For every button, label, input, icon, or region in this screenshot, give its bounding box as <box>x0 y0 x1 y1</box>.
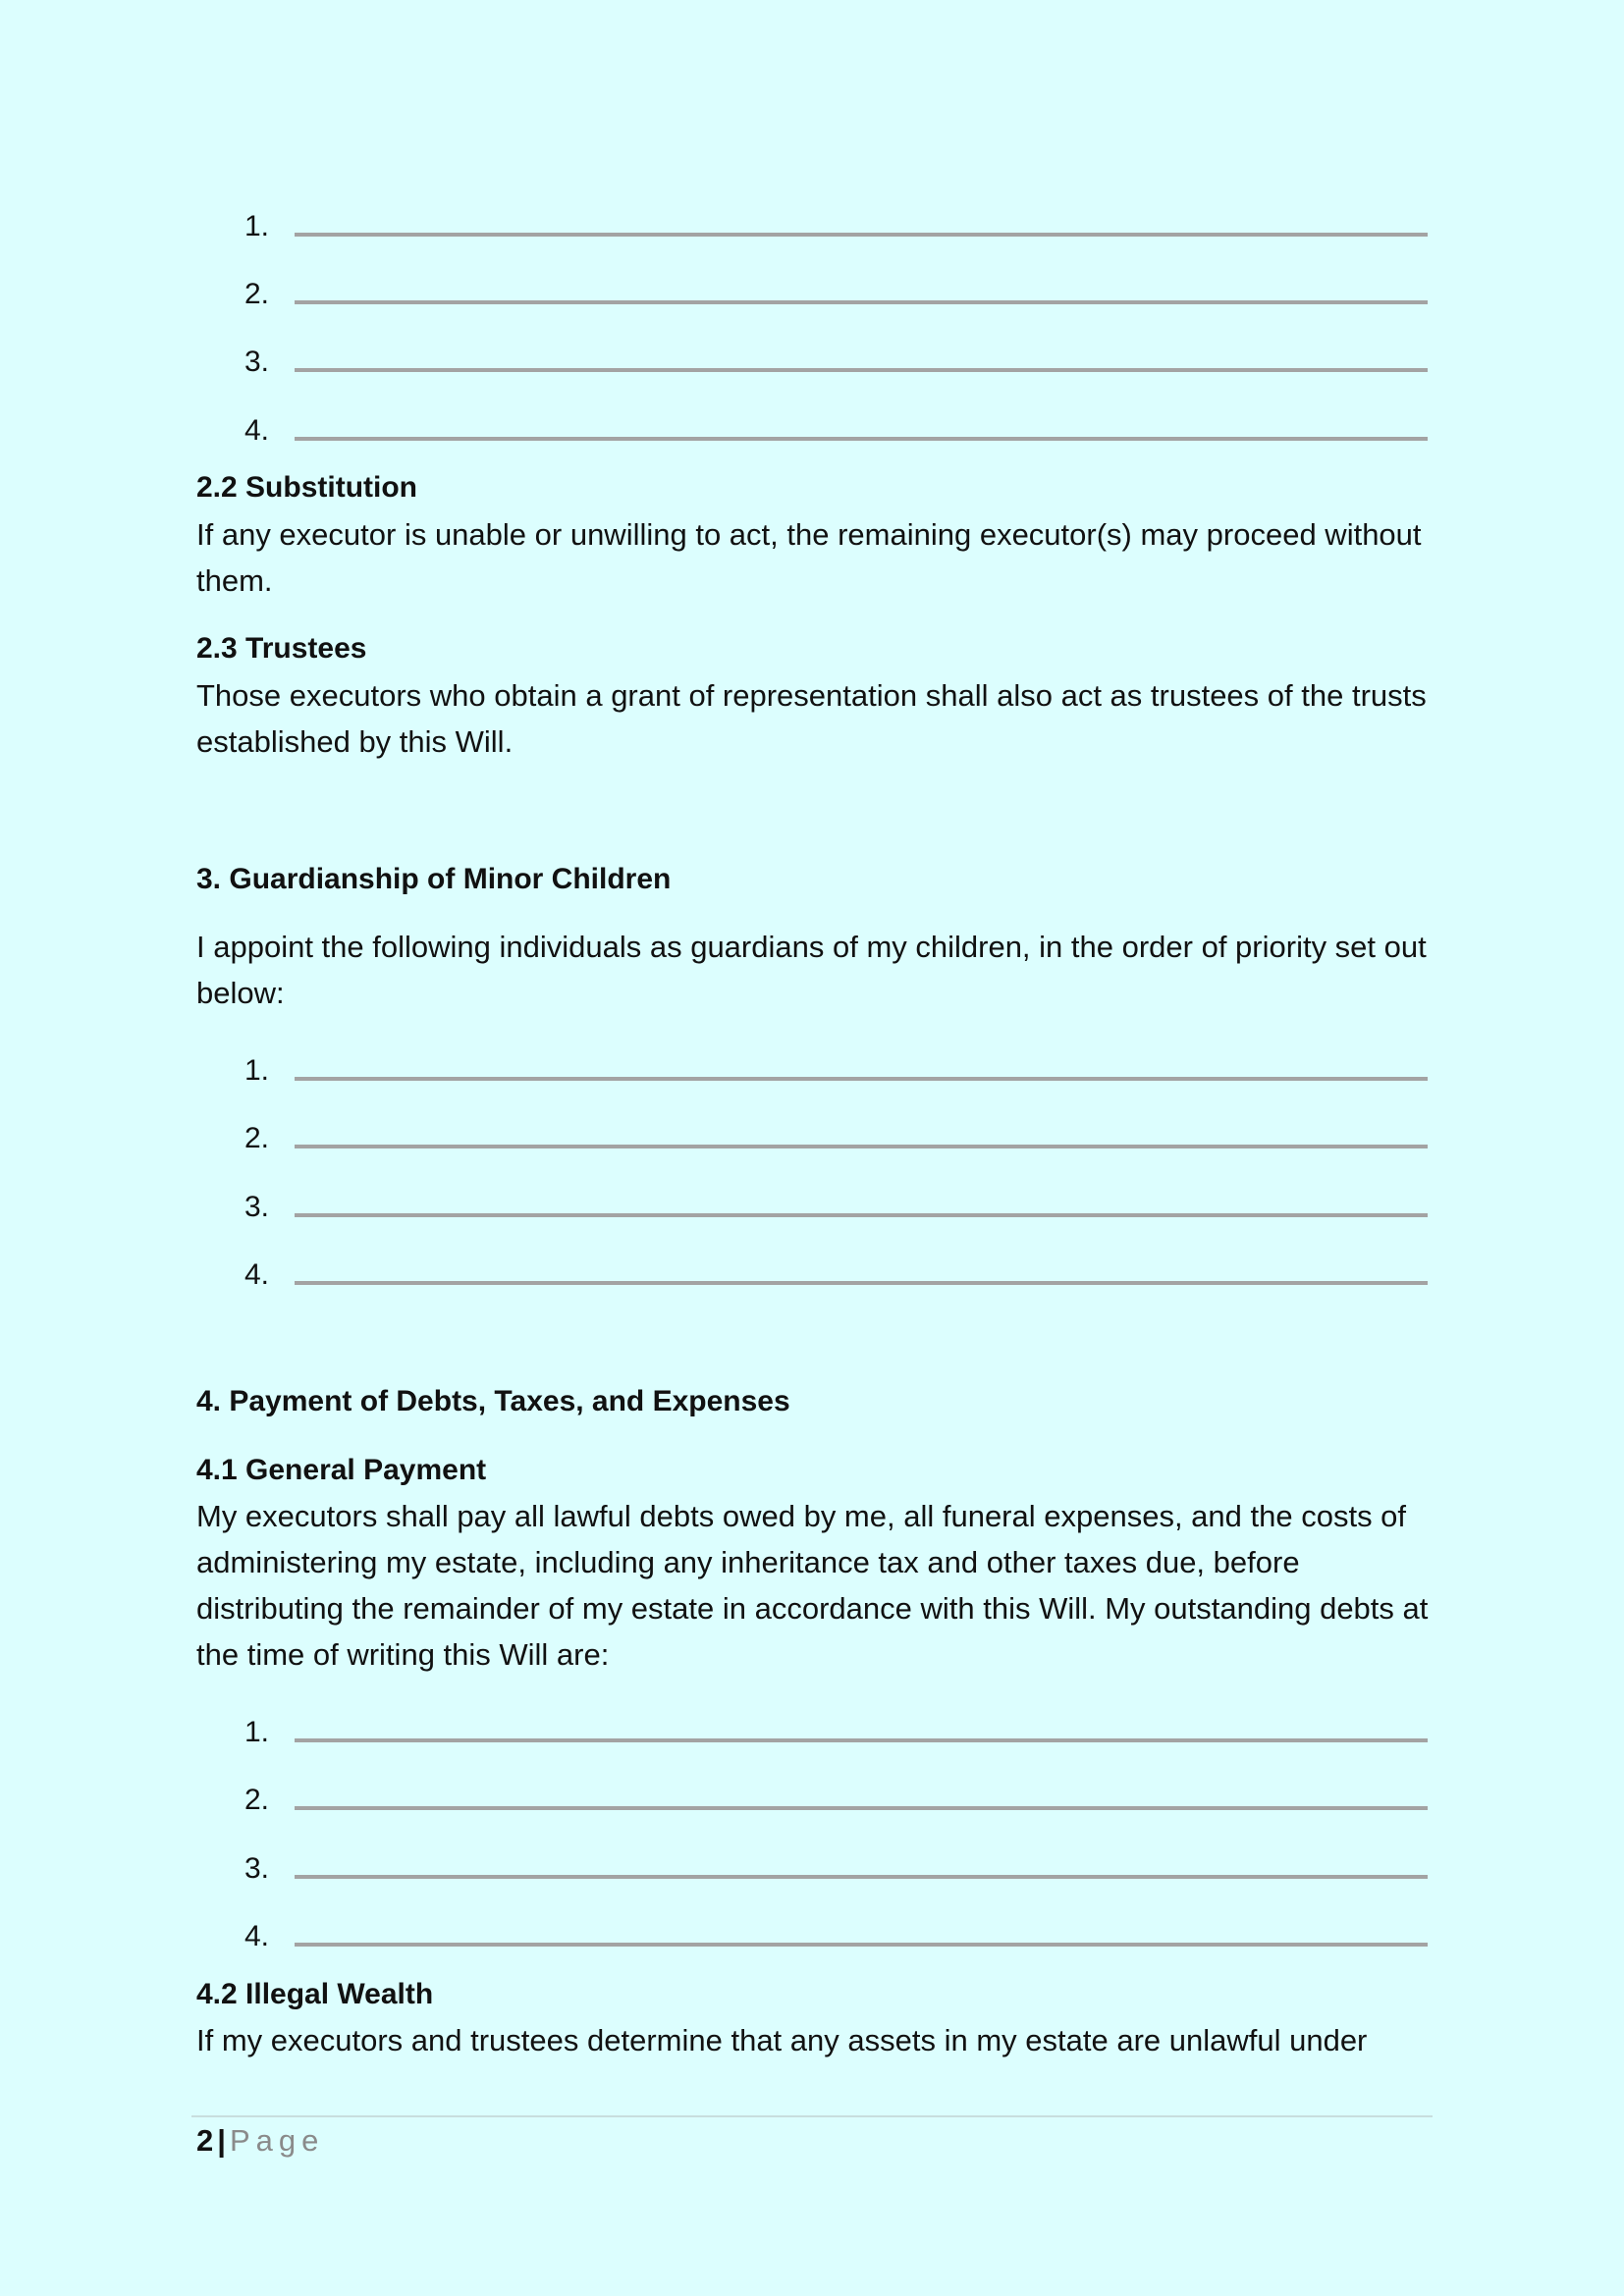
guardianship-text: I appoint the following individuals as guardians of my children, in the order of priority set out below: <box>196 930 1427 1010</box>
list-item <box>196 411 1430 451</box>
blank-line[interactable] <box>295 1145 1428 1148</box>
list-item <box>196 343 1430 382</box>
blank-line[interactable] <box>295 1077 1428 1081</box>
trustees-text: Those executors who obtain a grant of representation shall also act as trustees of the trusts established by this Will. <box>196 678 1427 759</box>
section-heading-substitution: 2.2 Substitution <box>196 471 417 504</box>
list-number: 2. <box>244 278 270 310</box>
list-item <box>196 207 1430 246</box>
blank-line[interactable] <box>295 233 1428 237</box>
footer-separator: | <box>217 2123 226 2158</box>
blank-line[interactable] <box>295 437 1428 441</box>
blank-line[interactable] <box>295 1806 1428 1810</box>
list-number: 3. <box>244 1852 270 1885</box>
general-payment-text: My executors shall pay all lawful debts owed by me, all funeral expenses, and the costs of administering my estate, including any inheritance tax and other taxes due, before distributing the remainder of my estate in accordance with this Will. My outstanding debts at the time of writing this Will are: <box>196 1499 1429 1672</box>
list-number: 3. <box>244 1191 270 1223</box>
list-item <box>196 1255 1430 1295</box>
section-heading-illegal-wealth: 4.2 Illegal Wealth <box>196 1978 434 2010</box>
list-number: 2. <box>244 1784 270 1816</box>
blank-line[interactable] <box>295 1943 1428 1947</box>
list-number: 1. <box>244 210 270 242</box>
section-heading-guardianship: 3. Guardianship of Minor Children <box>196 863 672 895</box>
list-item <box>196 1119 1430 1158</box>
footer-divider <box>191 2115 1433 2117</box>
section-heading-trustees: 2.3 Trustees <box>196 632 367 665</box>
list-number: 3. <box>244 346 270 378</box>
list-number: 1. <box>244 1716 270 1748</box>
list-item <box>196 275 1430 314</box>
list-item <box>196 1713 1430 1752</box>
list-item <box>196 1188 1430 1227</box>
list-number: 4. <box>244 1920 270 1952</box>
blank-line[interactable] <box>295 1281 1428 1285</box>
list-number: 4. <box>244 1258 270 1291</box>
blank-line[interactable] <box>295 1738 1428 1742</box>
section-heading-debts: 4. Payment of Debts, Taxes, and Expenses <box>196 1385 790 1417</box>
blank-line[interactable] <box>295 368 1428 372</box>
blank-line[interactable] <box>295 300 1428 304</box>
list-item <box>196 1917 1430 1956</box>
blank-line[interactable] <box>295 1213 1428 1217</box>
blank-line[interactable] <box>295 1875 1428 1879</box>
illegal-wealth-text: If my executors and trustees determine that any assets in my estate are unlawful under <box>196 2023 1368 2057</box>
page-number: 2 <box>196 2123 214 2158</box>
list-number: 1. <box>244 1054 270 1087</box>
section-heading-general-payment: 4.1 General Payment <box>196 1454 487 1486</box>
list-item <box>196 1849 1430 1889</box>
list-number: 4. <box>244 414 270 447</box>
substitution-text: If any executor is unable or unwilling to act, the remaining executor(s) may proceed without them. <box>196 517 1422 598</box>
page-label: Page <box>229 2123 325 2158</box>
list-item <box>196 1051 1430 1091</box>
page-footer <box>196 2120 324 2162</box>
list-number: 2. <box>244 1122 270 1154</box>
list-item <box>196 1781 1430 1820</box>
document-page <box>196 0 1430 2296</box>
